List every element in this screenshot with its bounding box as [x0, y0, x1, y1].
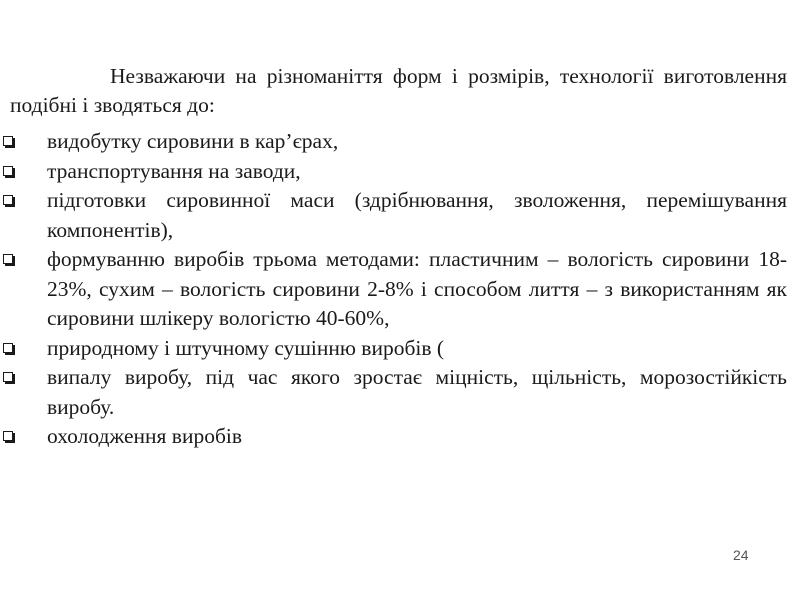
- list-item: [0, 127, 787, 157]
- checkbox-icon: [3, 431, 13, 441]
- list-item-text: природному і штучному сушінню виробів (: [47, 335, 445, 360]
- list-item: [0, 334, 787, 364]
- list-item-text: підготовки сировинної маси (здрібнювання, зволоження, перемішування компонентів),: [47, 188, 787, 242]
- list-item: [0, 245, 787, 334]
- intro-paragraph: Незважаючи на різноманіття форм і розмірів, технології виготовлення подібні і зводяться до:: [10, 64, 787, 117]
- list-item-text: охолодження виробів: [47, 424, 243, 448]
- checkbox-icon: [3, 372, 13, 382]
- page-number: 24: [733, 547, 749, 563]
- checkbox-icon: [3, 343, 13, 353]
- list-item-text: формуванню виробів трьома методами: пластичним – вологість сировини 18-23%, сухим – вологість сировини 2-8% і способом лиття – з використанням як сировини шлікеру вологістю 40-60%,: [47, 247, 787, 330]
- checkbox-icon: [3, 166, 13, 176]
- checkbox-icon: [3, 195, 13, 205]
- list-item: [0, 422, 787, 452]
- bullet-list: [0, 127, 787, 452]
- list-item: [0, 186, 787, 245]
- list-item-text: транспортування на заводи,: [47, 158, 301, 183]
- checkbox-icon: [3, 136, 13, 146]
- list-item: [0, 363, 787, 422]
- checkbox-icon: [3, 254, 13, 264]
- list-item-text: випалу виробу, під час якого зростає міцність, щільність, морозостійкість виробу.: [47, 365, 787, 419]
- list-item: [0, 157, 787, 187]
- list-item-text: видобутку сировини в кар’єрах,: [47, 129, 339, 153]
